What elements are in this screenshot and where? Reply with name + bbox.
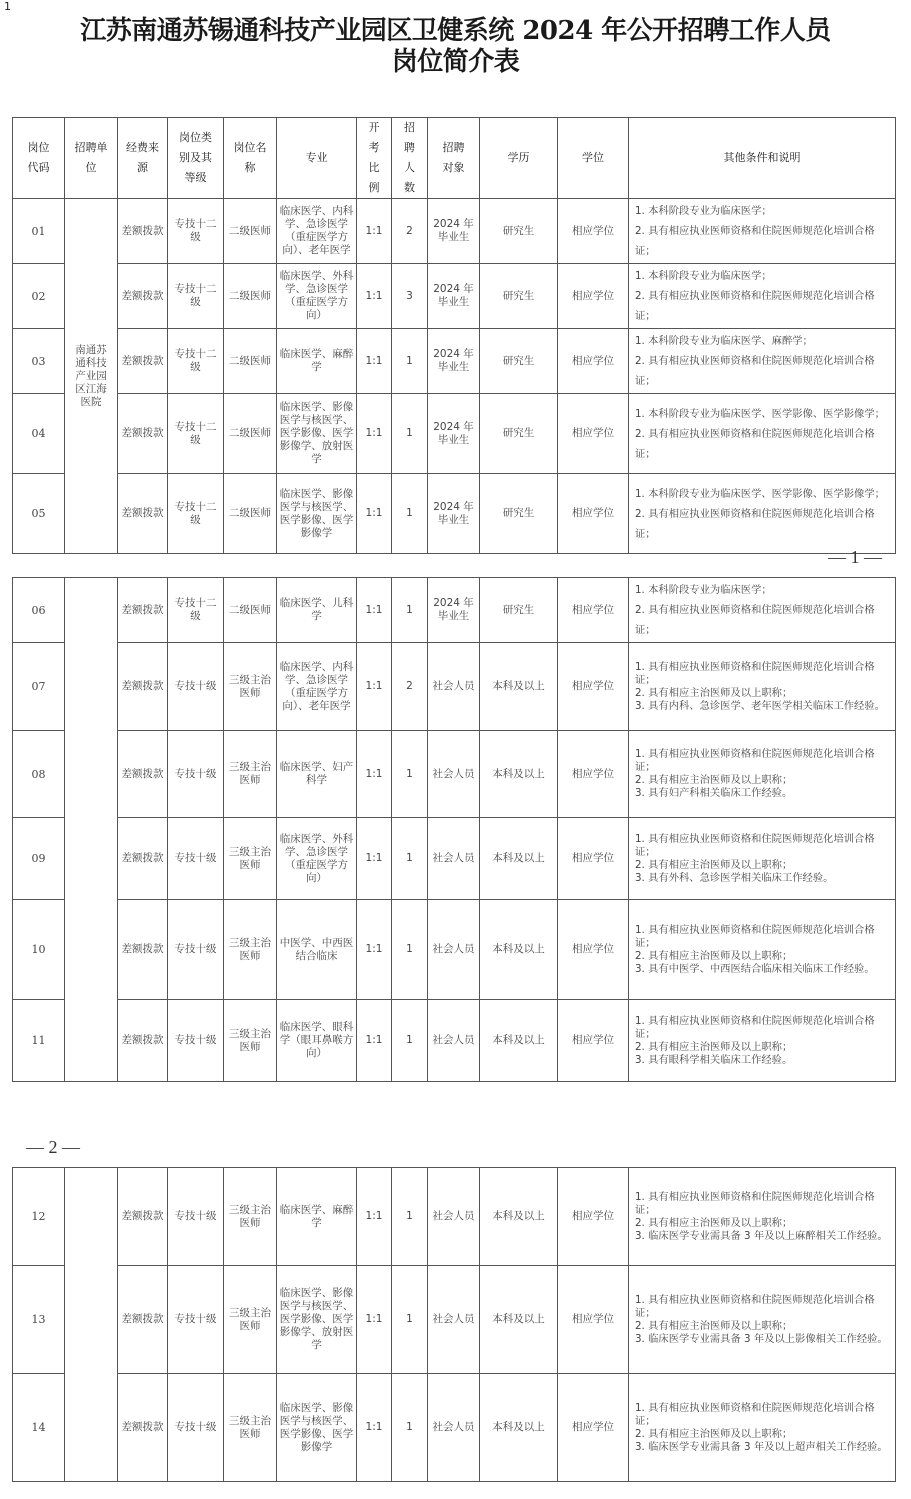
cell-notes [629,1266,896,1374]
cell-ratio: 1:1 [357,643,392,731]
cell-code: 11 [13,1000,65,1082]
cell-count: 1 [392,1000,428,1082]
cell-unit [65,578,118,1082]
column-header-text: 别及其 [179,151,212,164]
cell-funding: 差额拨款 [118,474,168,554]
cell-code: 07 [13,643,65,731]
cell-code: 08 [13,731,65,818]
cell-degree: 相应学位 [558,1374,629,1482]
table-row [13,731,896,818]
cell-code: 13 [13,1266,65,1374]
title-line-1: 江苏南通苏锡通科技产业园区卫健系统 2024 年公开招聘工作人员 [80,16,831,46]
note-item: 2. 具有相应主治医师及以上职称； [635,1216,793,1229]
cell-count: 1 [392,818,428,900]
column-header-position [224,118,277,199]
cell-degree: 相应学位 [558,818,629,900]
note-item: 1. 本科阶段专业为临床医学、医学影像、医学影像学； [635,487,885,500]
cell-ratio: 1:1 [357,578,392,643]
cell-notes [629,1000,896,1082]
note-item: 1. 本科阶段专业为临床医学、医学影像、医学影像学； [635,407,885,420]
column-header-text: 岗位名 [233,141,267,154]
column-header-text: 位 [85,161,97,174]
page-corner-number: 1 [4,0,11,13]
cell-major: 临床医学、儿科学 [277,578,357,643]
column-header-category [168,118,224,199]
cell-unit [65,1168,118,1482]
cell-position: 二级医师 [224,264,277,329]
table-row [13,474,896,554]
cell-degree: 相应学位 [558,731,629,818]
column-header-count [392,118,428,199]
cell-category: 专技十级 [168,1374,224,1482]
cell-major: 临床医学、内科学、急诊医学（重症医学方向）、老年医学 [277,199,357,264]
cell-funding: 差额拨款 [118,818,168,900]
cell-target: 2024 年毕业生 [428,264,480,329]
cell-notes [629,818,896,900]
cell-funding: 差额拨款 [118,643,168,731]
column-header-code [13,118,65,199]
cell-major: 临床医学、麻醉学 [277,329,357,394]
column-header-text: 比 [368,161,380,174]
cell-target: 社会人员 [428,1374,480,1482]
column-header-text: 招 [404,121,415,134]
cell-major: 临床医学、外科学、急诊医学（重症医学方向） [277,264,357,329]
cell-ratio: 1:1 [357,1266,392,1374]
cell-notes [629,1374,896,1482]
cell-category: 专技十级 [168,1000,224,1082]
note-item: 2. 具有相应执业医师资格和住院医师规范化培训合格证； [635,355,875,387]
note-item: 2. 具有相应执业医师资格和住院医师规范化培训合格证； [635,290,875,322]
cell-major: 临床医学、妇产科学 [277,731,357,818]
cell-ratio: 1:1 [357,199,392,264]
page-marker-2: — 2 — [26,1137,80,1157]
cell-notes [629,578,896,643]
column-header-text: 其他条件和说明 [723,151,801,164]
column-header-text: 岗位类 [179,131,212,144]
note-item: 1. 具有相应执业医师资格和住院医师规范化培训合格证； [635,1014,875,1040]
title-line-2: 岗位简介表 [391,47,520,77]
cell-code: 05 [13,474,65,554]
note-item: 2. 具有相应主治医师及以上职称； [635,774,793,786]
cell-code: 06 [13,578,65,643]
note-item: 1. 具有相应执业医师资格和住院医师规范化培训合格证； [635,1190,875,1216]
cell-major: 临床医学、影像医学与核医学、医学影像、医学影像学、放射医学 [277,394,357,474]
table-row [13,264,896,329]
cell-category: 专技十级 [168,643,224,731]
note-item: 2. 具有相应执业医师资格和住院医师规范化培训合格证； [635,604,875,636]
cell-position: 二级医师 [224,329,277,394]
note-item: 1. 本科阶段专业为临床医学； [635,205,772,217]
table-row [13,643,896,731]
table-header-row [13,118,896,199]
table-row [13,578,896,643]
cell-education: 本科及以上 [480,1000,558,1082]
cell-major: 中医学、中西医结合临床 [277,900,357,1000]
cell-notes [629,1168,896,1266]
table-row [13,1168,896,1266]
column-header-text: 人 [404,161,415,174]
cell-category: 专技十二级 [168,578,224,643]
cell-degree: 相应学位 [558,1266,629,1374]
column-header-text: 例 [368,181,380,194]
cell-position: 三级主治医师 [224,731,277,818]
cell-ratio: 1:1 [357,474,392,554]
note-item: 2. 具有相应主治医师及以上职称； [635,949,793,962]
column-header-text: 聘 [404,141,415,154]
cell-major: 临床医学、影像医学与核医学、医学影像、医学影像学 [277,1374,357,1482]
cell-category: 专技十二级 [168,329,224,394]
note-item: 1. 具有相应执业医师资格和住院医师规范化培训合格证； [635,660,875,686]
cell-position: 三级主治医师 [224,900,277,1000]
positions-table-page-3 [12,1167,896,1482]
cell-category: 专技十二级 [168,264,224,329]
cell-code: 12 [13,1168,65,1266]
cell-degree: 相应学位 [558,1000,629,1082]
cell-major: 临床医学、外科学、急诊医学（重症医学方向） [277,818,357,900]
note-item: 3. 具有外科、急诊医学相关临床工作经验。 [635,871,834,884]
cell-unit: 南通苏通科技产业园区江海医院 [65,199,118,554]
column-header-text: 学历 [507,151,530,164]
cell-target: 2024 年毕业生 [428,578,480,643]
cell-position: 三级主治医师 [224,1266,277,1374]
cell-category: 专技十级 [168,900,224,1000]
cell-funding: 差额拨款 [118,578,168,643]
column-header-education [480,118,558,199]
cell-notes [629,394,896,474]
note-item: 1. 具有相应执业医师资格和住院医师规范化培训合格证； [635,923,875,949]
cell-count: 1 [392,900,428,1000]
table-row [13,199,896,264]
cell-notes [629,329,896,394]
cell-education: 本科及以上 [480,1168,558,1266]
note-item: 1. 具有相应执业医师资格和住院医师规范化培训合格证； [635,1401,875,1427]
cell-target: 社会人员 [428,1000,480,1082]
column-header-target [428,118,480,199]
note-item: 1. 具有相应执业医师资格和住院医师规范化培训合格证； [635,1293,875,1319]
note-item: 2. 具有相应主治医师及以上职称； [635,686,793,699]
cell-funding: 差额拨款 [118,329,168,394]
cell-position: 二级医师 [224,199,277,264]
cell-count: 2 [392,199,428,264]
cell-position: 二级医师 [224,578,277,643]
cell-position: 三级主治医师 [224,643,277,731]
cell-major: 临床医学、麻醉学 [277,1168,357,1266]
column-header-notes [629,118,896,199]
cell-funding: 差额拨款 [118,199,168,264]
cell-target: 社会人员 [428,1266,480,1374]
cell-notes [629,199,896,264]
cell-funding: 差额拨款 [118,1266,168,1374]
table-row [13,1000,896,1082]
cell-count: 1 [392,1374,428,1482]
cell-ratio: 1:1 [357,1168,392,1266]
cell-degree: 相应学位 [558,900,629,1000]
cell-target: 社会人员 [428,818,480,900]
cell-education: 本科及以上 [480,1266,558,1374]
cell-code: 14 [13,1374,65,1482]
cell-ratio: 1:1 [357,818,392,900]
column-header-major [277,118,357,199]
cell-count: 1 [392,329,428,394]
cell-degree: 相应学位 [558,643,629,731]
cell-count: 1 [392,731,428,818]
cell-funding: 差额拨款 [118,731,168,818]
cell-category: 专技十二级 [168,199,224,264]
column-header-text: 经费来 [126,141,159,154]
cell-category: 专技十级 [168,731,224,818]
cell-education: 本科及以上 [480,1374,558,1482]
cell-count: 1 [392,1266,428,1374]
column-header-text: 学位 [582,151,604,164]
column-header-text: 数 [404,181,415,194]
cell-major: 临床医学、影像医学与核医学、医学影像、医学影像学 [277,474,357,554]
column-header-text: 代码 [27,161,50,174]
cell-funding: 差额拨款 [118,900,168,1000]
cell-position: 二级医师 [224,474,277,554]
cell-degree: 相应学位 [558,264,629,329]
cell-ratio: 1:1 [357,731,392,818]
column-header-text: 对象 [442,161,465,174]
cell-category: 专技十级 [168,1168,224,1266]
cell-notes [629,643,896,731]
cell-funding: 差额拨款 [118,1374,168,1482]
note-item: 2. 具有相应执业医师资格和住院医师规范化培训合格证； [635,507,875,540]
column-header-text: 开 [368,121,380,134]
cell-major: 临床医学、眼科学（眼耳鼻喉方向） [277,1000,357,1082]
column-header-unit [65,118,118,199]
note-item: 1. 本科阶段专业为临床医学、麻醉学； [635,335,813,347]
cell-degree: 相应学位 [558,474,629,554]
cell-funding: 差额拨款 [118,394,168,474]
cell-education: 研究生 [480,199,558,264]
cell-code: 04 [13,394,65,474]
note-item: 1. 本科阶段专业为临床医学； [635,584,772,596]
cell-degree: 相应学位 [558,329,629,394]
cell-code: 10 [13,900,65,1000]
cell-count: 1 [392,1168,428,1266]
column-header-text: 源 [137,161,148,174]
column-header-text: 等级 [184,171,207,184]
cell-position: 三级主治医师 [224,1000,277,1082]
note-item: 1. 本科阶段专业为临床医学； [635,270,772,282]
note-item: 3. 具有中医学、中西医结合临床相关临床工作经验。 [635,962,875,975]
cell-target: 社会人员 [428,731,480,818]
cell-ratio: 1:1 [357,900,392,1000]
cell-count: 2 [392,643,428,731]
cell-degree: 相应学位 [558,578,629,643]
column-header-text: 招聘单 [74,141,108,154]
note-item: 2. 具有相应主治医师及以上职称； [635,1319,793,1332]
positions-table-page-1 [12,117,896,554]
cell-ratio: 1:1 [357,264,392,329]
cell-count: 1 [392,474,428,554]
table-row [13,900,896,1000]
cell-education: 研究生 [480,394,558,474]
cell-major: 临床医学、内科学、急诊医学（重症医学方向）、老年医学 [277,643,357,731]
table-row [13,818,896,900]
column-header-ratio [357,118,392,199]
cell-education: 本科及以上 [480,818,558,900]
cell-ratio: 1:1 [357,1374,392,1482]
cell-education: 研究生 [480,578,558,643]
cell-target: 2024 年毕业生 [428,329,480,394]
table-row [13,394,896,474]
cell-code: 09 [13,818,65,900]
cell-target: 社会人员 [428,643,480,731]
table-row [13,1266,896,1374]
cell-degree: 相应学位 [558,199,629,264]
table-row [13,329,896,394]
column-header-funding [118,118,168,199]
note-item: 2. 具有相应执业医师资格和住院医师规范化培训合格证； [635,427,875,460]
cell-category: 专技十级 [168,1266,224,1374]
document-title [0,16,911,78]
cell-position: 三级主治医师 [224,1374,277,1482]
cell-category: 专技十级 [168,818,224,900]
column-header-text: 考 [368,141,380,154]
cell-code: 01 [13,199,65,264]
cell-notes [629,731,896,818]
positions-table-page-2 [12,577,896,1082]
cell-education: 本科及以上 [480,731,558,818]
column-header-text: 招聘 [442,141,465,154]
cell-education: 本科及以上 [480,643,558,731]
column-header-degree [558,118,629,199]
cell-education: 研究生 [480,474,558,554]
cell-target: 2024 年毕业生 [428,474,480,554]
cell-target: 2024 年毕业生 [428,394,480,474]
cell-notes [629,900,896,1000]
note-item: 3. 临床医学专业需具备 3 年及以上超声相关工作经验。 [635,1440,888,1453]
table-row [13,1374,896,1482]
cell-ratio: 1:1 [357,394,392,474]
cell-ratio: 1:1 [357,329,392,394]
cell-notes [629,264,896,329]
column-header-text: 称 [244,161,256,174]
cell-count: 1 [392,394,428,474]
cell-target: 社会人员 [428,1168,480,1266]
note-item: 3. 具有妇产科相关临床工作经验。 [635,787,793,799]
cell-major: 临床医学、影像医学与核医学、医学影像、医学影像学、放射医学 [277,1266,357,1374]
cell-education: 研究生 [480,329,558,394]
note-item: 3. 具有内科、急诊医学、老年医学相关临床工作经验。 [635,699,885,712]
cell-ratio: 1:1 [357,1000,392,1082]
cell-position: 三级主治医师 [224,1168,277,1266]
cell-category: 专技十二级 [168,394,224,474]
column-header-text: 专业 [305,151,328,164]
note-item: 3. 临床医学专业需具备 3 年及以上影像相关工作经验。 [635,1332,888,1345]
note-item: 1. 具有相应执业医师资格和住院医师规范化培训合格证； [635,832,875,858]
cell-education: 研究生 [480,264,558,329]
cell-funding: 差额拨款 [118,1168,168,1266]
note-item: 2. 具有相应主治医师及以上职称； [635,858,793,871]
cell-funding: 差额拨款 [118,264,168,329]
note-item: 1. 具有相应执业医师资格和住院医师规范化培训合格证； [635,748,875,773]
cell-code: 02 [13,264,65,329]
cell-target: 社会人员 [428,900,480,1000]
cell-count: 1 [392,578,428,643]
cell-code: 03 [13,329,65,394]
cell-target: 2024 年毕业生 [428,199,480,264]
note-item: 2. 具有相应执业医师资格和住院医师规范化培训合格证； [635,225,875,257]
cell-position: 二级医师 [224,394,277,474]
cell-funding: 差额拨款 [118,1000,168,1082]
note-item: 3. 具有眼科学相关临床工作经验。 [635,1053,793,1066]
cell-notes [629,474,896,554]
note-item: 2. 具有相应主治医师及以上职称； [635,1040,793,1053]
page-marker-1: — 1 — [828,547,882,567]
cell-count: 3 [392,264,428,329]
cell-degree: 相应学位 [558,1168,629,1266]
cell-education: 本科及以上 [480,900,558,1000]
column-header-text: 岗位 [27,141,50,154]
cell-degree: 相应学位 [558,394,629,474]
cell-position: 三级主治医师 [224,818,277,900]
note-item: 2. 具有相应主治医师及以上职称； [635,1427,793,1440]
cell-category: 专技十二级 [168,474,224,554]
note-item: 3. 临床医学专业需具备 3 年及以上麻醉相关工作经验。 [635,1229,888,1242]
